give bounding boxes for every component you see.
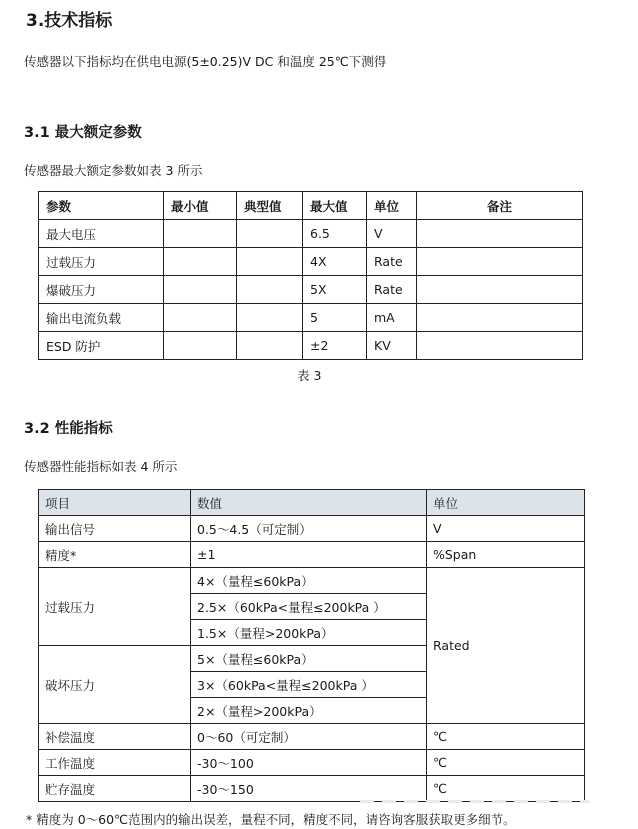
table-cell: 最大电压 xyxy=(39,220,164,248)
table-cell xyxy=(164,276,237,304)
table-cell: 5×（量程≤60kPa） xyxy=(191,646,427,672)
table-cell: 4×（量程≤60kPa） xyxy=(191,568,427,594)
header-cell: 数值 xyxy=(191,490,427,516)
table-cell: %Span xyxy=(427,542,585,568)
table-cell: 0～60（可定制） xyxy=(191,724,427,750)
header-cell: 最大值 xyxy=(303,192,367,220)
table-cell xyxy=(417,304,583,332)
header-cell: 单位 xyxy=(367,192,417,220)
table-cell: 6.5 xyxy=(303,220,367,248)
table-cell: mA xyxy=(367,304,417,332)
accuracy-footnote: * 精度为 0～60℃范围内的输出误差，量程不同，精度不同，请咨询客服获取更多细节。 xyxy=(26,812,516,827)
header-cell: 项目 xyxy=(39,490,191,516)
table-cell xyxy=(164,248,237,276)
table-row xyxy=(39,776,585,802)
table-header-row xyxy=(39,490,585,516)
table-cell: 5 xyxy=(303,304,367,332)
table-cell xyxy=(417,332,583,360)
table-cell: 过载压力 xyxy=(39,248,164,276)
table-header-row xyxy=(39,192,583,220)
header-cell: 最小值 xyxy=(164,192,237,220)
table-cell xyxy=(237,304,303,332)
table-row xyxy=(39,248,583,276)
table-cell: 2.5×（60kPa<量程≤200kPa ） xyxy=(191,594,427,620)
watermark-strip xyxy=(360,800,590,803)
table-cell: ESD 防护 xyxy=(39,332,164,360)
header-cell: 单位 xyxy=(427,490,585,516)
table-cell xyxy=(417,248,583,276)
section-3-1-heading: 3.1 最大额定参数 xyxy=(24,125,142,141)
table-cell xyxy=(417,276,583,304)
table-row xyxy=(39,516,585,542)
table-row xyxy=(39,724,585,750)
table-cell: 0.5～4.5（可定制） xyxy=(191,516,427,542)
table-cell: 4X xyxy=(303,248,367,276)
table-row xyxy=(39,332,583,360)
performance-table xyxy=(38,489,585,802)
header-cell: 参数 xyxy=(39,192,164,220)
table-cell: 精度* xyxy=(39,542,191,568)
table-cell xyxy=(237,276,303,304)
table-cell: 工作温度 xyxy=(39,750,191,776)
table-cell xyxy=(237,248,303,276)
table-row xyxy=(39,568,585,594)
table-cell: ℃ xyxy=(427,750,585,776)
table-cell: 1.5×（量程>200kPa） xyxy=(191,620,427,646)
header-cell: 备注 xyxy=(417,192,583,220)
table-cell: 2×（量程>200kPa） xyxy=(191,698,427,724)
table-cell: 输出信号 xyxy=(39,516,191,542)
table-cell: 输出电流负载 xyxy=(39,304,164,332)
table-cell: 破坏压力 xyxy=(39,646,191,724)
table-cell xyxy=(237,220,303,248)
table-cell xyxy=(237,332,303,360)
max-rating-table xyxy=(38,191,583,360)
table-row xyxy=(39,750,585,776)
table-row xyxy=(39,276,583,304)
table-cell: V xyxy=(427,516,585,542)
table-cell: 3×（60kPa<量程≤200kPa ） xyxy=(191,672,427,698)
table-cell: Rate xyxy=(367,276,417,304)
table-cell xyxy=(164,304,237,332)
table-cell: 爆破压力 xyxy=(39,276,164,304)
table-row xyxy=(39,542,585,568)
merged-unit-cell: Rated xyxy=(427,568,585,724)
table-3-caption: 表 3 xyxy=(297,368,322,383)
table-cell xyxy=(417,220,583,248)
section-3-2-heading: 3.2 性能指标 xyxy=(24,421,113,437)
table-cell: ℃ xyxy=(427,724,585,750)
header-cell: 典型值 xyxy=(237,192,303,220)
section-3-1-intro: 传感器最大额定参数如表 3 所示 xyxy=(24,163,203,178)
table-cell: V xyxy=(367,220,417,248)
table-cell: 补偿温度 xyxy=(39,724,191,750)
table-cell: ℃ xyxy=(427,776,585,802)
table-row xyxy=(39,304,583,332)
table-cell: 过载压力 xyxy=(39,568,191,646)
table-cell xyxy=(164,332,237,360)
table-cell: Rate xyxy=(367,248,417,276)
table-cell: 贮存温度 xyxy=(39,776,191,802)
table-cell: ±1 xyxy=(191,542,427,568)
section-3-intro: 传感器以下指标均在供电电源(5±0.25)V DC 和温度 25℃下测得 xyxy=(24,54,387,69)
section-3-heading: 3.技术指标 xyxy=(26,11,113,31)
section-3-2-intro: 传感器性能指标如表 4 所示 xyxy=(24,459,178,474)
table-cell: 5X xyxy=(303,276,367,304)
table-cell: -30～100 xyxy=(191,750,427,776)
table-cell: ±2 xyxy=(303,332,367,360)
table-row xyxy=(39,220,583,248)
table-cell xyxy=(164,220,237,248)
table-cell: -30～150 xyxy=(191,776,427,802)
table-cell: KV xyxy=(367,332,417,360)
